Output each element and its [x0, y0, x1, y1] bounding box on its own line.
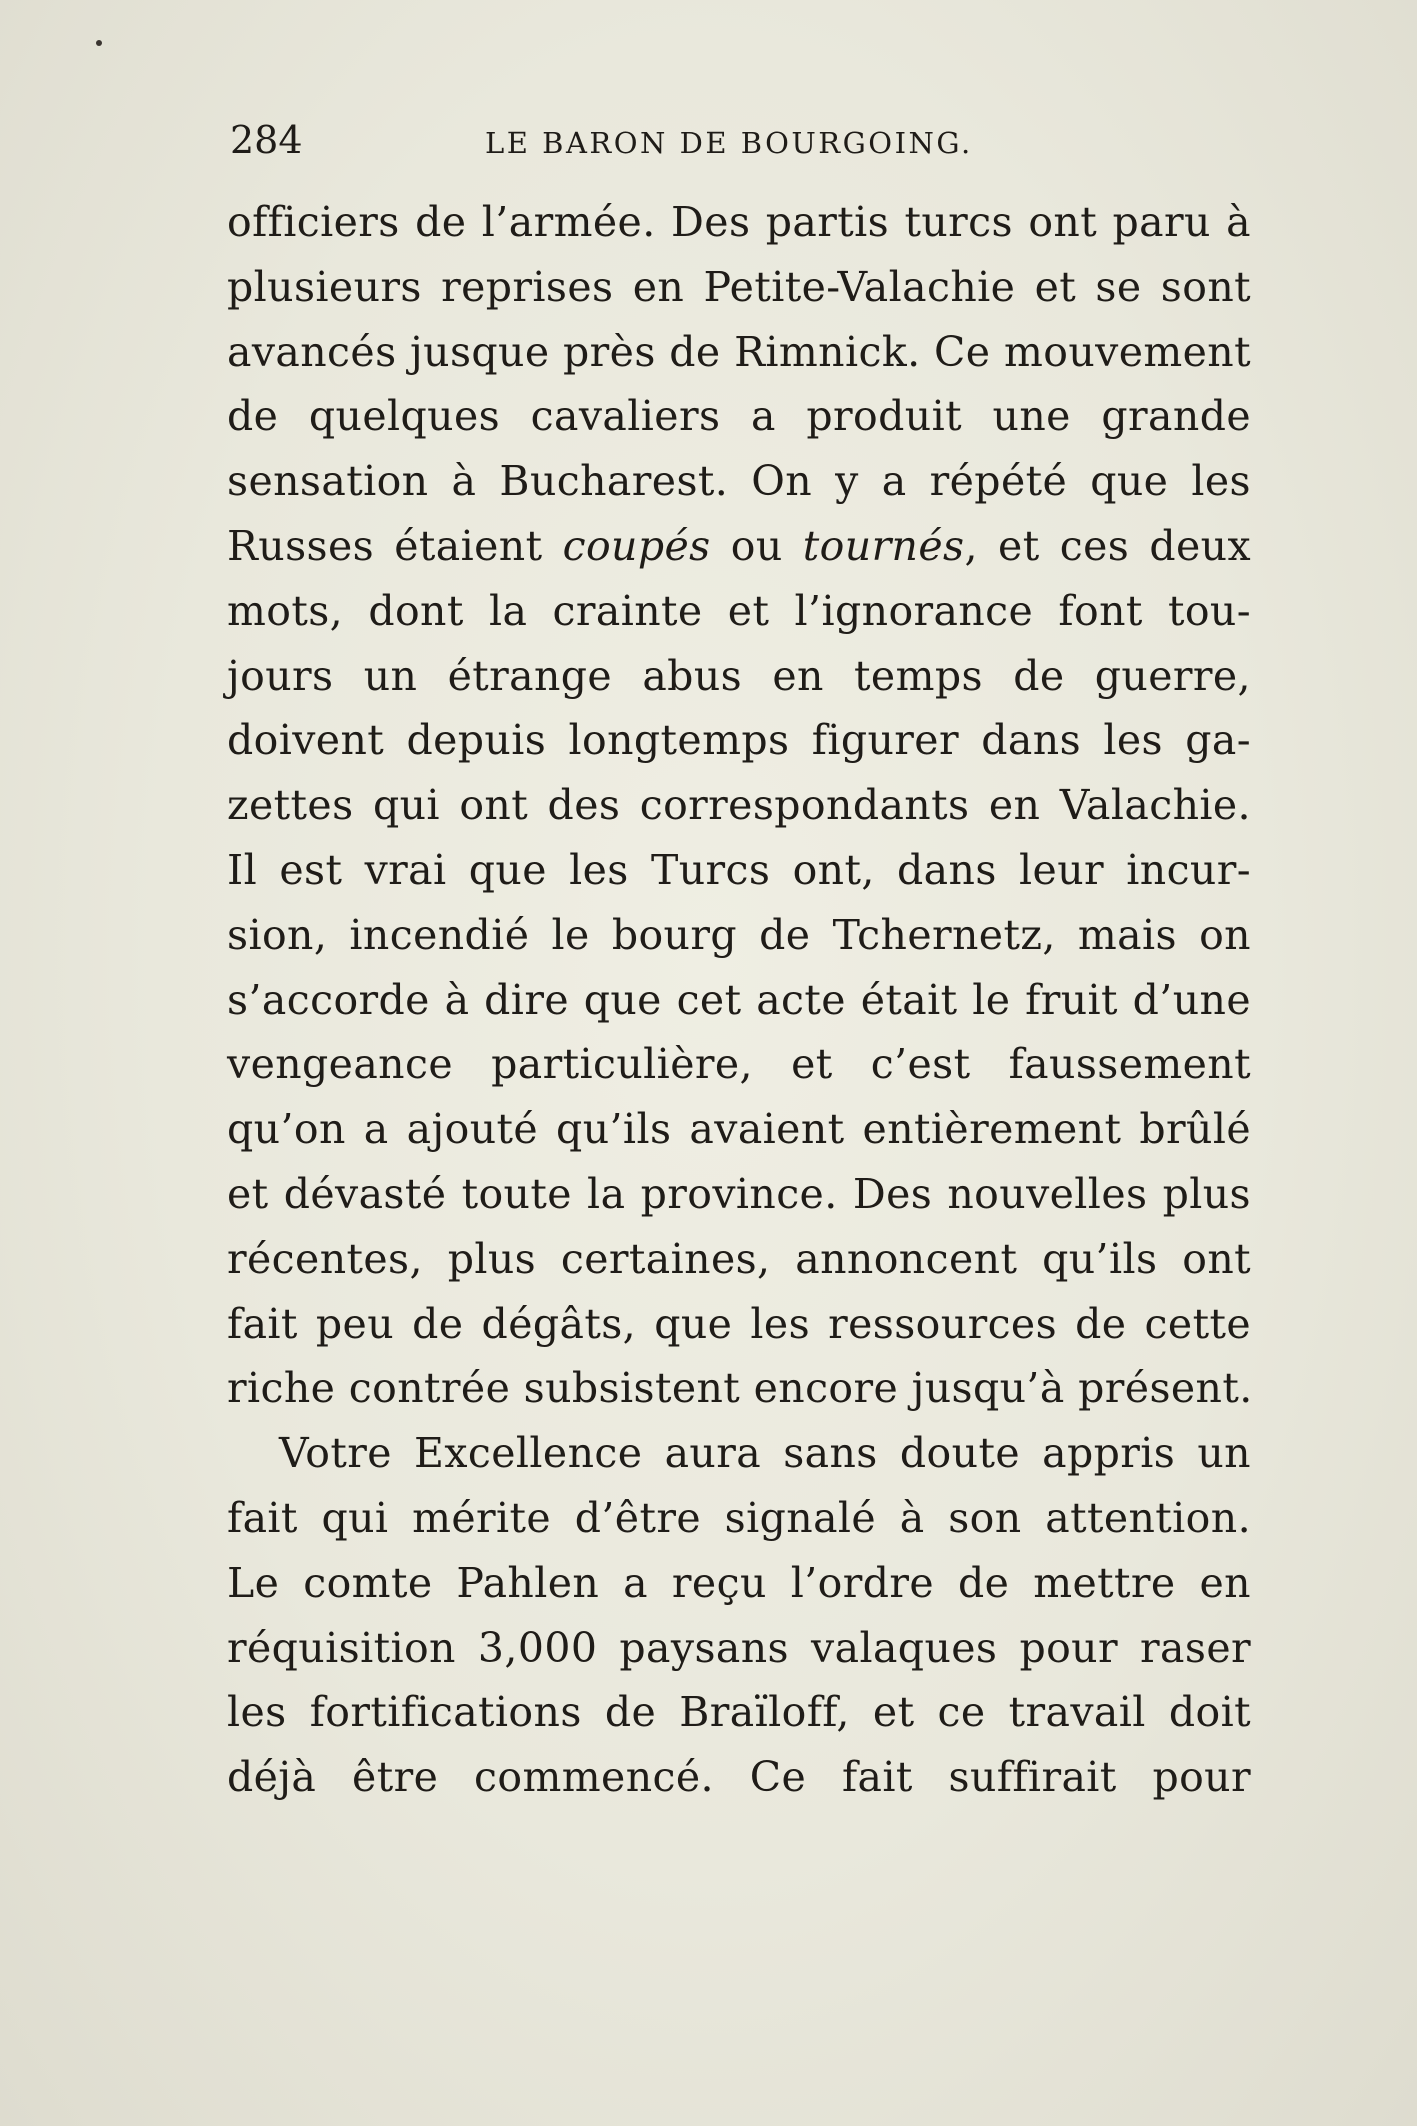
text-line: s’accorde à dire que cet acte était le fruit d’une	[227, 975, 1251, 1024]
text-line: déjà être commencé. Ce fait suffirait pour	[227, 1753, 1251, 1802]
text-line: officiers de l’armée. Des partis turcs ont paru à	[227, 198, 1251, 246]
italic-word: tournés	[802, 521, 965, 570]
text-line: vengeance particulière, et c’est faussement	[227, 1040, 1251, 1089]
text-line: jours un étrange abus en temps de guerre,	[227, 651, 1251, 700]
text-line: zettes qui ont des correspondants en Valachie.	[227, 781, 1251, 830]
page-header	[230, 118, 1250, 178]
text-line: sensation à Bucharest. On y a répété que les	[227, 457, 1251, 506]
text-run: ou	[710, 521, 803, 570]
text-line: avancés jusque près de Rimnick. Ce mouvement	[227, 327, 1251, 376]
text-line: qu’on a ajouté qu’ils avaient entièrement brûlé	[227, 1105, 1251, 1154]
text-line: Il est vrai que les Turcs ont, dans leur incur-	[227, 845, 1251, 894]
text-line: réquisition 3,000 paysans valaques pour raser	[227, 1623, 1251, 1672]
text-line	[227, 514, 1251, 579]
text-line: de quelques cavaliers a produit une grande	[227, 392, 1251, 441]
text-line: Le comte Pahlen a reçu l’ordre de mettre en	[227, 1558, 1251, 1607]
italic-word: coupés	[562, 521, 711, 570]
running-title: LE BARON DE BOURGOING.	[485, 126, 973, 160]
text-run: Russes étaient	[227, 521, 563, 570]
text-line: Votre Excellence aura sans doute appris un	[279, 1429, 1251, 1478]
text-line: fait qui mérite d’être signalé à son attention.	[227, 1493, 1251, 1542]
ink-speck	[96, 40, 102, 46]
text-line: sion, incendié le bourg de Tchernetz, mais on	[227, 910, 1251, 959]
text-line: et dévasté toute la province. Des nouvelles plus	[227, 1169, 1251, 1218]
text-line: mots, dont la crainte et l’ignorance font tou-	[227, 586, 1251, 635]
text-run: , et ces deux	[964, 521, 1251, 570]
text-line: les fortifications de Braïloff, et ce travail doit	[227, 1688, 1251, 1737]
text-line: fait peu de dégâts, que les ressources de cette	[227, 1299, 1251, 1348]
page-number: 284	[230, 118, 303, 162]
body-text	[227, 190, 1251, 1810]
text-line: riche contrée subsistent encore jusqu’à présent.	[227, 1364, 1253, 1413]
text-line: récentes, plus certaines, annoncent qu’ils ont	[227, 1234, 1251, 1283]
text-line: plusieurs reprises en Petite-Valachie et se sont	[227, 262, 1251, 311]
text-line: doivent depuis longtemps figurer dans les ga-	[227, 716, 1251, 765]
